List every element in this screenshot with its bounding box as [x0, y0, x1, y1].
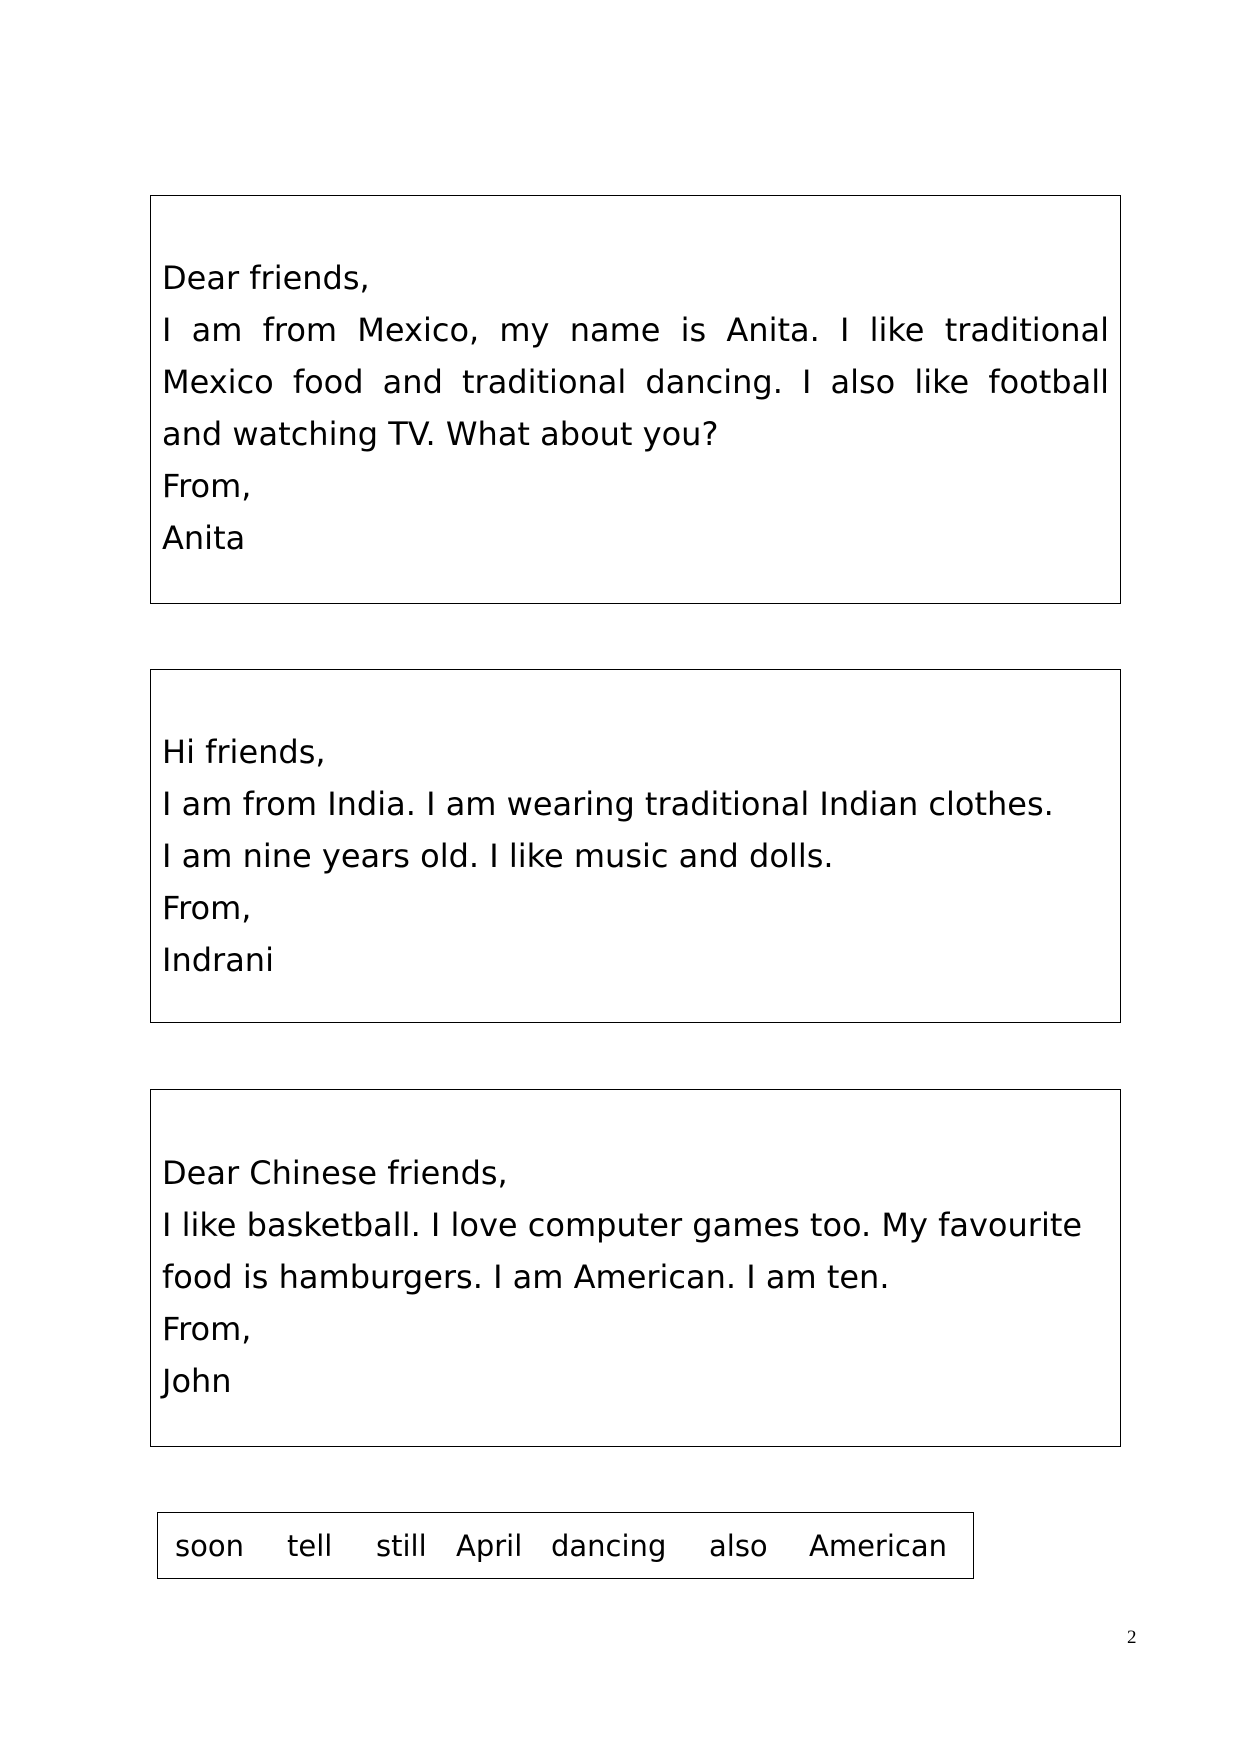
letter-indrani	[150, 669, 1121, 1023]
word-bank-item: also	[709, 1529, 768, 1563]
letter-signature: Indrani	[162, 941, 274, 979]
letter-greeting: Dear Chinese friends,	[162, 1154, 508, 1192]
word-bank-item: April	[456, 1529, 523, 1563]
letter-body-line: I am from Mexico, my name is Anita. I like traditional	[162, 311, 1109, 349]
letter-closing: From,	[162, 467, 252, 505]
letter-body-line: and watching TV. What about you?	[162, 415, 719, 453]
word-bank-item: American	[809, 1529, 948, 1563]
letter-body-line: I like basketball. I love computer games too. My favourite	[162, 1206, 1083, 1244]
letter-closing: From,	[162, 889, 252, 927]
word-bank-item: still	[376, 1529, 427, 1563]
letter-anita	[150, 195, 1121, 604]
letter-greeting: Dear friends,	[162, 259, 370, 297]
letter-signature: John	[162, 1362, 232, 1400]
word-bank-item: tell	[287, 1529, 333, 1563]
letter-body-line: I am nine years old. I like music and dolls.	[162, 837, 834, 875]
word-bank	[157, 1512, 974, 1579]
letter-john	[150, 1089, 1121, 1447]
word-bank-item: dancing	[551, 1529, 667, 1563]
letter-greeting: Hi friends,	[162, 733, 326, 771]
letter-signature: Anita	[162, 519, 246, 557]
page-number: 2	[1127, 1627, 1137, 1648]
word-bank-item: soon	[175, 1529, 244, 1563]
letter-body-line: food is hamburgers. I am American. I am ten.	[162, 1258, 890, 1296]
letter-closing: From,	[162, 1310, 252, 1348]
letter-body-line: Mexico food and traditional dancing. I also like football	[162, 363, 1109, 401]
letter-body-line: I am from India. I am wearing traditional Indian clothes.	[162, 785, 1054, 823]
